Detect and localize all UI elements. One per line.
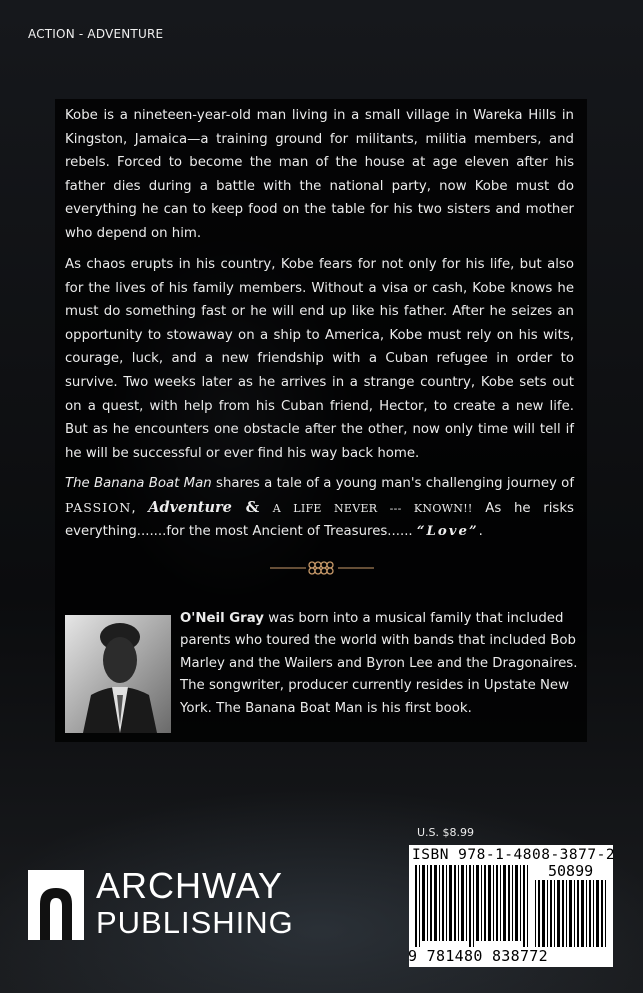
author-name: O'Neil Gray [180,611,264,626]
author-photo [65,615,171,733]
comma: , [131,500,149,516]
barcode-digits: 9 781480 838772 [408,947,548,965]
ampersand: & [231,497,273,516]
blurb-paragraph-3 [65,472,574,544]
publisher-name-line1: ARCHWAY [96,865,283,906]
publisher-logo-icon [28,870,84,940]
ornament-divider [270,560,374,576]
genre-label: ACTION - ADVENTURE [28,27,164,41]
blurb-text-b: As he risks everything.......for the most Ancient of Treasures...... [65,500,574,540]
price-code: 50899 [548,862,594,880]
adventure-word: Adventure [148,498,232,516]
author-bio-text: was born into a musical family that included parents who toured the world with bands that included Bob Marley and the Wailers and Byron Lee and the Dragonaires. The songwriter, producer currently resides in Upstate New York. The Banana Boat Man is his first book. [180,611,578,716]
blurb-paragraph-1: Kobe is a nineteen-year-old man living in a small village in Wareka Hills in Kingston, Jamaica—a training ground for militants, militia members, and rebels. Forced to become the man of the house at age eleven after his father dies during a battle with the national party, now Kobe must do everything he can to keep food on the table for his two sisters and mother who depend on him. [65,108,574,241]
blurb-paragraph-2: As chaos erupts in his country, Kobe fears for not only for his life, but also for the lives of his family members. Without a visa or cash, Kobe knows he must do something fast or he will end up like his father. After he seizes an opportunity to stowaway on a ship to America, Kobe must rely on his wits, courage, luck, and a new friendship with a Cuban refugee in order to survive. Two weeks later as he arrives in a strange country, Kobe sets out on a quest, with help from his Cuban friend, Hector, to create a new life. But as he encounters one obstacle after the other, now only time will tell if he will be successful or ever find his way back home. [65,257,574,461]
author-bio [180,608,578,720]
period: . [478,524,483,540]
passion-word: PASSION [65,499,132,515]
love-word: “Love” [416,524,479,540]
a-life-never-known: A LIFE NEVER --- KNOWN!! [272,501,473,515]
book-title: The Banana Boat Man [65,476,212,491]
publisher-name-line2: PUBLISHING [96,905,294,940]
isbn-text: ISBN 978-1-4808-3877-2 [412,847,616,863]
price-label: U.S. $8.99 [417,826,475,839]
blurb-text-a: shares a tale of a young man's challenging journey of [211,476,574,491]
